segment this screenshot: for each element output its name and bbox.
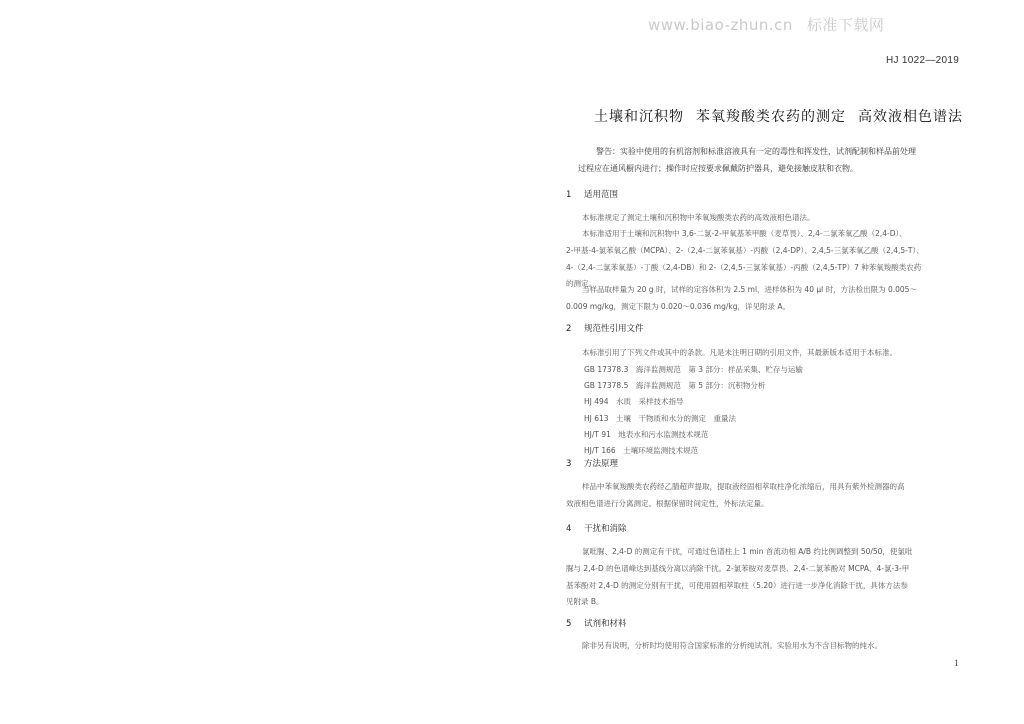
section-title: 干扰和消除 <box>584 524 627 534</box>
watermark-url: www.biao-zhun.cn <box>648 16 793 34</box>
watermark-site: 标准下载网 <box>806 16 885 34</box>
text-line: 除非另有说明，分析时均使用符合国家标准的分析纯试剂。实验用水为不含目标物的纯水。 <box>582 641 882 650</box>
section-paragraph <box>566 638 958 655</box>
text-line: 当样品取样量为 20 g 时，试样的定容体积为 2.5 ml，进样体积为 40 μl 时，方法检出限为 0.005～ <box>582 285 917 294</box>
reference-item: HJ 613 土壤 干物质和水分的测定 重量法 <box>584 413 737 423</box>
section-heading <box>566 322 644 334</box>
section-heading <box>566 188 618 200</box>
section-heading <box>566 617 627 629</box>
section-title: 方法原理 <box>584 459 619 469</box>
reference-item: HJ/T 166 土壤环境监测技术规范 <box>584 446 699 456</box>
section-number: 3 <box>566 459 572 469</box>
text-line: 脲与 2,4-D 的色谱峰达到基线分离以消除干扰。2-氯苯胺对麦草畏、2,4-二氯苯酚对 MCPA、4-氯-3-甲 <box>566 563 910 573</box>
watermark <box>648 14 884 35</box>
warning-notice <box>578 143 956 177</box>
text-line: 本标准引用了下列文件或其中的条款。凡是未注明日期的引用文件，其最新版本适用于本标准。 <box>582 348 897 357</box>
reference-item: GB 17378.3 海洋监测规范 第 3 部分：样品采集、贮存与运输 <box>584 365 803 374</box>
text-line: 本标准适用于土壤和沉积物中 3,6-二氯-2-甲氧基苯甲酸（麦草畏）、2,4-二氯苯氧乙酸（2,4-D）、 <box>582 229 907 238</box>
page-number: 1 <box>954 658 959 668</box>
section-title: 试剂和材料 <box>584 619 627 629</box>
text-line: 2-甲基-4-氯苯氧乙酸（MCPA）、2-（2,4-二氯苯氧基）-丙酸（2,4-DP）、2,4,5-三氯苯氧乙酸（2,4,5-T）、 <box>566 245 924 255</box>
reference-list <box>584 362 803 459</box>
text-line: 4-（2,4-二氯苯氧基）-丁酸（2,4-DB）和 2-（2,4,5-三氯苯氧基）-丙酸（2,4,5-TP）7 种苯氧羧酸类农药 <box>566 262 922 272</box>
reference-item: HJ/T 91 地表水和污水监测技术规范 <box>584 429 709 439</box>
section-paragraph <box>566 345 958 362</box>
section-number: 1 <box>566 190 572 200</box>
section-paragraph <box>566 479 958 513</box>
section-heading <box>566 457 618 469</box>
text-line: 氯吡脲、2,4-D 的测定有干扰，可通过色谱柱上 1 min 首流动相 A/B 约比例调整到 50/50，使氯吡 <box>582 547 913 556</box>
section-paragraph <box>566 544 958 611</box>
title-part-3: 高效液相色谱法 <box>858 109 963 125</box>
text-line: 样品中苯氧羧酸类农药经乙腈超声提取，提取液经固相萃取柱净化浓缩后，用具有紫外检测器的高 <box>582 482 905 491</box>
warning-line: 警告：实验中使用的有机溶剂和标准溶液具有一定的毒性和挥发性，试剂配制和样品前处理 <box>596 147 916 156</box>
reference-item: GB 17378.5 海洋监测规范 第 5 部分：沉积物分析 <box>584 381 766 391</box>
warning-line: 过程应在通风橱内进行；操作时应按要求佩戴防护器具，避免接触皮肤和衣物。 <box>578 164 858 173</box>
text-line: 0.009 mg/kg，测定下限为 0.020～0.036 mg/kg，详见附录 A。 <box>566 301 790 311</box>
text-line: 见附录 B。 <box>566 597 604 607</box>
title-part-2: 苯氧羧酸类农药的测定 <box>696 109 846 125</box>
reference-item: HJ 494 水质 采样技术指导 <box>584 397 684 407</box>
section-paragraph <box>566 210 958 227</box>
section-paragraph <box>566 282 958 316</box>
section-title: 适用范围 <box>584 190 619 200</box>
title-part-1: 土壤和沉积物 <box>594 109 684 125</box>
text-line: 本标准规定了测定土壤和沉积物中苯氧羧酸类农药的高效液相色谱法。 <box>582 213 815 222</box>
text-line: 效液相色谱进行分离测定。根据保留时间定性，外标法定量。 <box>566 498 769 508</box>
section-title: 规范性引用文件 <box>584 324 644 334</box>
section-number: 2 <box>566 324 572 334</box>
section-heading <box>566 522 627 534</box>
section-number: 4 <box>566 524 572 534</box>
section-number: 5 <box>566 619 572 629</box>
text-line: 的测定。 <box>566 279 596 289</box>
page-title <box>594 106 963 126</box>
text-line: 基苯酚对 2,4-D 的测定分别有干扰，可使用固相萃取柱（5.20）进行进一步净化消除干扰，具体方法参 <box>566 580 908 590</box>
document-id: HJ 1022—2019 <box>886 55 960 66</box>
